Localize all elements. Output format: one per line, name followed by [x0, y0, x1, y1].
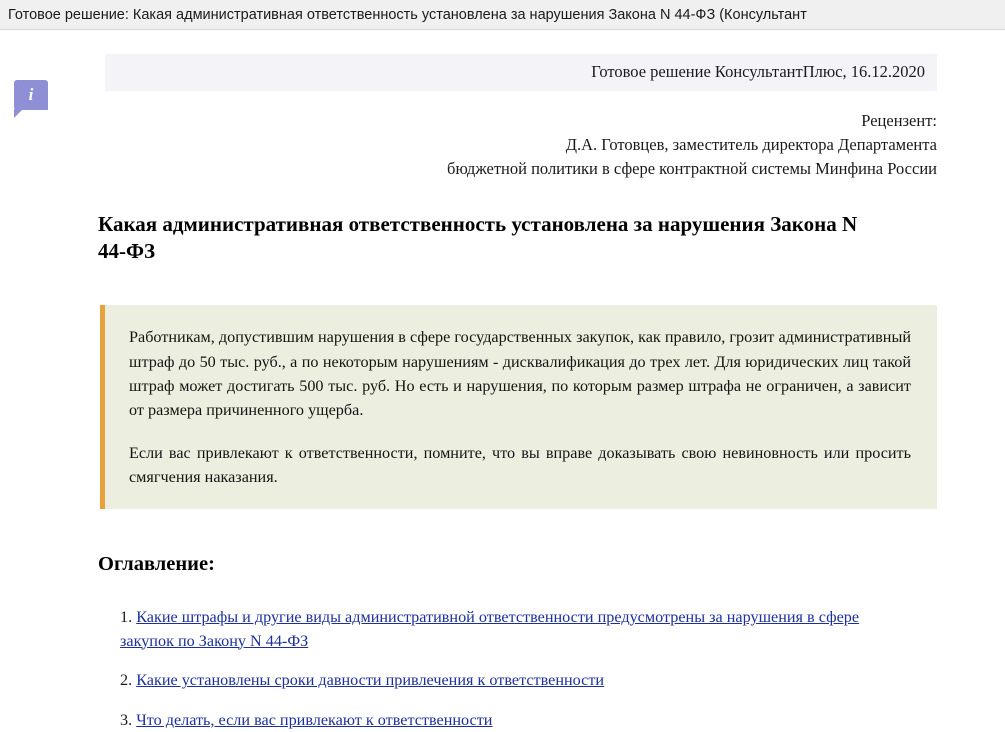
toc-heading: Оглавление: — [98, 553, 215, 576]
toc-item-number: 1. — [120, 608, 133, 627]
list-item — [120, 709, 915, 732]
toc-link-3[interactable]: Что делать, если вас привлекают к ответственности — [136, 710, 493, 729]
window-title: Готовое решение: Какая административная ответственность установлена за нарушения Закона N 44-ФЗ (Консультант — [8, 6, 807, 23]
info-icon[interactable]: i — [14, 80, 48, 110]
page-title: Какая административная ответственность установлена за нарушения Закона N 44-ФЗ — [98, 211, 858, 264]
toc-item-number: 3. — [120, 710, 133, 729]
reviewer-block — [105, 109, 937, 181]
document-body — [0, 54, 1005, 731]
summary-callout — [100, 305, 937, 509]
reviewer-label: Рецензент: — [861, 111, 937, 130]
toc-link-1[interactable]: Какие штрафы и другие виды административной ответственности предусмотрены за нарушения в сфере закупок по Закону N 44-ФЗ — [120, 608, 860, 650]
toc-item-number: 2. — [120, 671, 133, 690]
list-item — [120, 669, 915, 692]
reviewer-line-2: бюджетной политики в сфере контрактной системы Минфина России — [447, 158, 937, 178]
title-bar — [0, 0, 1005, 30]
callout-paragraph-1: Работникам, допустившим нарушения в сфере государственных закупок, как правило, грозит административный штраф до 50 тыс. руб., а по некоторым нарушениям - дисквалификация до трех лет. Для юридических лиц такой штраф может достигать 500 тыс. руб. Но есть и нарушения, по которым размер штрафа не ограничен, а зависит от размера причиненного ущерба. — [129, 328, 911, 420]
list-item — [120, 606, 915, 653]
reviewer-line-1: Д.А. Готовцев, заместитель директора Департамента — [565, 134, 937, 154]
source-line: Готовое решение КонсультантПлюс, 16.12.2020 — [105, 54, 937, 91]
toc-link-2[interactable]: Какие установлены сроки давности привлечения к ответственности — [136, 671, 605, 690]
toc-list — [120, 606, 915, 732]
callout-paragraph-2: Если вас привлекают к ответственности, помните, что вы вправе доказывать свою невиновность или просить смягчения наказания. — [129, 443, 911, 486]
